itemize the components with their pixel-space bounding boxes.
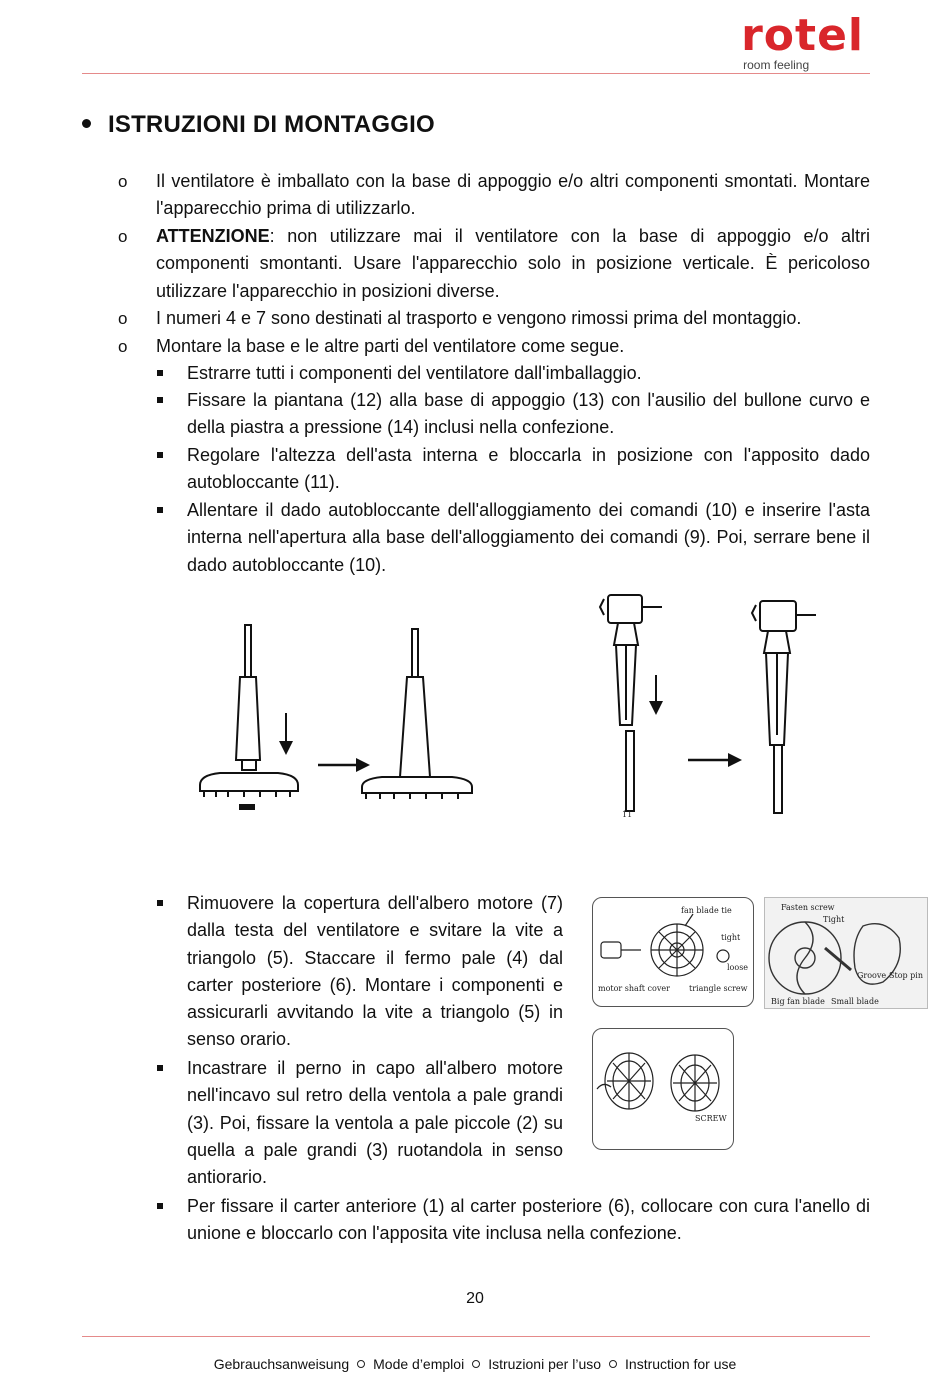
square-bullet-icon: [157, 370, 163, 376]
header-divider: [82, 73, 870, 74]
square-bullet-icon: [157, 1065, 163, 1071]
pole-label: 11: [622, 810, 633, 819]
groove-label: Groove: [857, 971, 887, 980]
loose-label: loose: [727, 963, 749, 972]
footer-language-it: Istruzioni per l’uso: [488, 1356, 602, 1372]
step-item: [155, 442, 870, 497]
circle-bullet-icon: o: [118, 309, 128, 328]
warning-label: ATTENZIONE: [156, 226, 270, 246]
list-item: [118, 223, 870, 305]
bullet-dot-icon: [82, 119, 91, 128]
footer-language-de: Gebrauchsanweisung: [213, 1356, 350, 1372]
circle-bullet-icon: o: [118, 337, 128, 356]
step-item: [155, 890, 563, 1054]
fasten-screw-label: Fasten screw: [781, 903, 835, 912]
brand-logo: rotel: [741, 10, 864, 61]
stop-pin-label: Stop pin: [889, 971, 924, 980]
step-text: Fissare la piantana (12) alla base di appoggio (13) con l'ausilio del bullone curvo e della piastra a pressione (14) inclusi nella confezione.: [187, 390, 870, 438]
footer-divider: [82, 1336, 870, 1337]
blade-photo-diagram: [764, 897, 928, 1009]
section-title: [82, 111, 435, 139]
step-text: Rimuovere la copertura dell'albero motore (7) dalla testa del ventilatore e svitare la vite a triangolo (5). Staccare il fermo pale (4) dal carter posteriore (6). Montare i componenti e assicurarli avvitando la vite a triangolo (5) in senso orario.: [187, 893, 563, 1050]
step-item: [155, 360, 870, 387]
step-item: [155, 497, 870, 579]
fan-blade-diagram: [592, 897, 754, 1007]
square-bullet-icon: [157, 507, 163, 513]
circle-bullet-icon: o: [118, 227, 128, 246]
step-item: [155, 387, 870, 442]
step-item: [155, 1193, 870, 1248]
footer: [0, 1356, 950, 1372]
list-item: [118, 168, 870, 223]
footer-language-fr: Mode d’emploi: [373, 1356, 465, 1372]
fan-blade-tie-label: fan blade tie: [681, 906, 732, 915]
brand-tagline: room feeling: [743, 58, 810, 72]
tight-label: tight: [721, 933, 741, 942]
step-text: Incastrare il perno in capo all'albero motore nell'incavo sul retro della ventola a pale grandi (3). Poi, fissare la ventola a pale piccole (2) su quella a pale grandi (3) ruotandola in senso antiorario.: [187, 1058, 563, 1188]
step-text: Per fissare il carter anteriore (1) al carter posteriore (6), collocare con cura l'anello di unione e bloccarlo con l'apposita vite inclusa nella confezione.: [187, 1196, 870, 1244]
motor-shaft-cover-label: motor shaft cover: [598, 984, 670, 993]
list-item-text: Il ventilatore è imballato con la base di appoggio e/o altri componenti smontati. Montare l'apparecchio prima di utilizzarlo.: [156, 171, 870, 219]
head-assembly-figure: [590, 585, 835, 820]
circle-separator-icon: [357, 1360, 365, 1368]
list-item: [118, 333, 870, 360]
list-item-text: ATTENZIONE: non utilizzare mai il ventilatore con la base di appoggio e/o altri componenti smontanti. Usare l'apparecchio solo in posizione verticale. È pericoloso utilizzare l'apparecchio in posizioni diverse.: [156, 226, 870, 301]
base-assembly-figure: [190, 615, 490, 820]
square-bullet-icon: [157, 1203, 163, 1209]
step-item: [155, 1055, 563, 1191]
square-bullet-icon: [157, 397, 163, 403]
photo-tight-label: Tight: [823, 915, 845, 924]
page-number: 20: [466, 1290, 484, 1307]
triangle-screw-label: triangle screw: [689, 984, 748, 993]
square-bullet-icon: [157, 452, 163, 458]
circle-separator-icon: [609, 1360, 617, 1368]
step-text: Regolare l'altezza dell'asta interna e bloccarla in posizione con l'apposito dado autobloccante (11).: [187, 445, 870, 493]
list-item-text: I numeri 4 e 7 sono destinati al trasporto e vengono rimossi prima del montaggio.: [156, 308, 802, 328]
list-item: [118, 305, 870, 332]
small-blade-label: Small blade: [831, 997, 879, 1006]
screw-label: SCREW: [695, 1114, 727, 1123]
warning-text: non utilizzare mai il ventilatore con la base di appoggio e/o altri componenti smontanti. Usare l'apparecchio solo in posizione verticale. È pericoloso utilizzare l'apparecchio in posizioni diverse.: [156, 226, 870, 301]
step-text: Allentare il dado autobloccante dell'alloggiamento dei comandi (10) e inserire l'asta interna nell'apertura alla base dell'alloggiamento dei comandi (9). Poi, serrare bene il dado autobloccante (10).: [187, 500, 870, 575]
brand: [741, 10, 864, 72]
list-item-text: Montare la base e le altre parti del ventilatore come segue.: [156, 336, 625, 356]
square-bullet-icon: [157, 900, 163, 906]
section-title-text: ISTRUZIONI DI MONTAGGIO: [108, 111, 435, 138]
footer-language-en: Instruction for use: [625, 1356, 737, 1372]
circle-bullet-icon: o: [118, 172, 128, 191]
step-text: Estrarre tutti i componenti del ventilatore dall'imballaggio.: [187, 363, 642, 383]
screw-diagram: [592, 1028, 734, 1150]
circle-separator-icon: [472, 1360, 480, 1368]
big-fan-blade-label: Big fan blade: [771, 997, 825, 1006]
